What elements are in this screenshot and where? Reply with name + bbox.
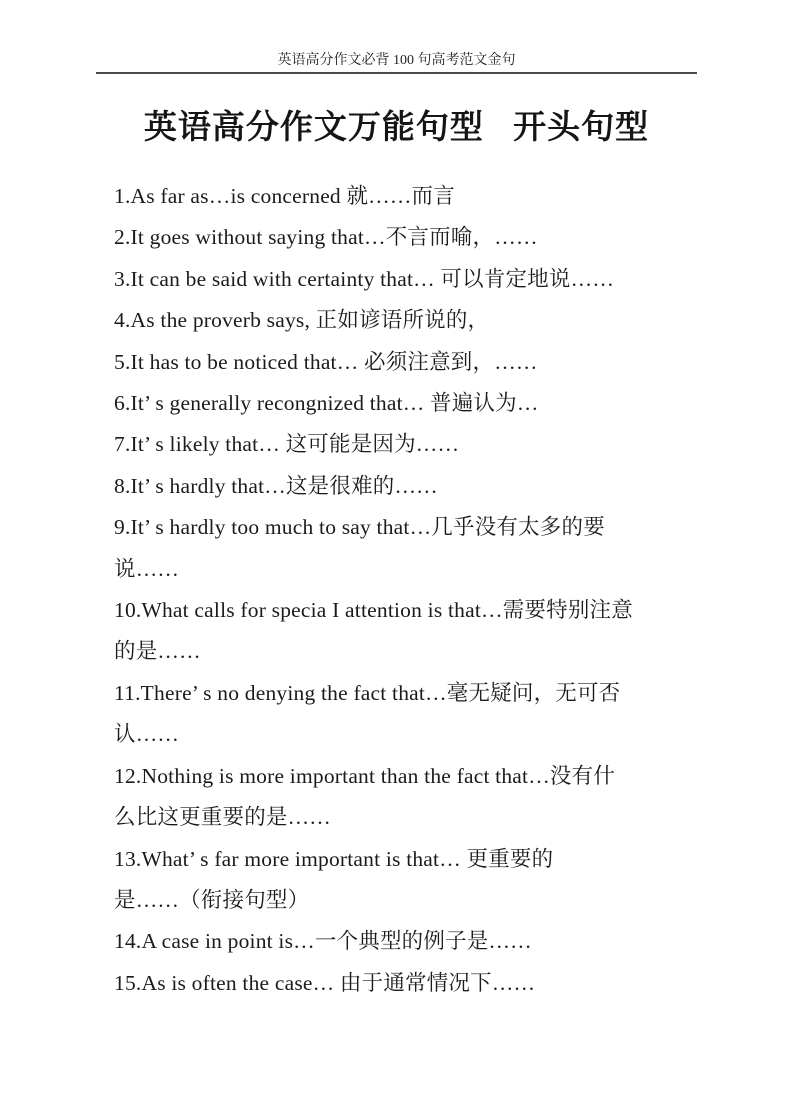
- list-item-12-line-1: 12.Nothing is more important than the fact that…没有什: [114, 763, 616, 788]
- list-item-15: 15.As is often the case… 由于通常情况下……: [114, 970, 536, 995]
- list-item-8: 8.It’ s hardly that…这是很难的……: [114, 473, 438, 498]
- list-item-4: 4.As the proverb says, 正如谚语所说的，: [114, 308, 490, 333]
- list-item-3: 3.It can be said with certainty that… 可以肯定地说……: [114, 266, 615, 291]
- list-item-5: 5.It has to be noticed that… 必须注意到，……: [114, 349, 538, 374]
- list-item-11-line-2: 认……: [114, 722, 180, 747]
- page-header-text: 英语高分作文必背 100 句高考范文金句: [277, 53, 516, 68]
- list-item-7: 7.It’ s likely that… 这可能是因为……: [114, 432, 460, 457]
- sentence-pattern-list: [114, 176, 689, 1004]
- list-item-12-line-2: 么比这更重要的是……: [114, 805, 332, 830]
- list-item-10-line-1: 10.What calls for specia I attention is that…需要特别注意: [114, 598, 633, 623]
- list-item-1: 1.As far as…is concerned 就……而言: [114, 184, 455, 208]
- list-item-13-line-2: 是……（衔接句型）: [114, 887, 310, 912]
- list-item-9-line-2: 说……: [114, 556, 180, 581]
- list-item-11-line-1: 11.There’ s no denying the fact that…毫无疑问，无可否: [114, 680, 621, 705]
- header-divider-rule: [96, 72, 697, 74]
- list-item-10-line-2: 的是……: [114, 639, 201, 664]
- list-item-9-line-1: 9.It’ s hardly too much to say that…几乎没有太多的要: [114, 515, 605, 540]
- list-item-13-line-1: 13.What’ s far more important is that… 更重要的: [114, 846, 554, 871]
- list-item-6: 6.It’ s generally recongnized that… 普遍认为…: [114, 391, 539, 416]
- list-item-2: 2.It goes without saying that…不言而喻，……: [114, 225, 538, 250]
- page-title: 英语高分作文万能句型 开头句型: [143, 110, 650, 146]
- list-item-14: 14.A case in point is…一个典型的例子是……: [114, 929, 532, 954]
